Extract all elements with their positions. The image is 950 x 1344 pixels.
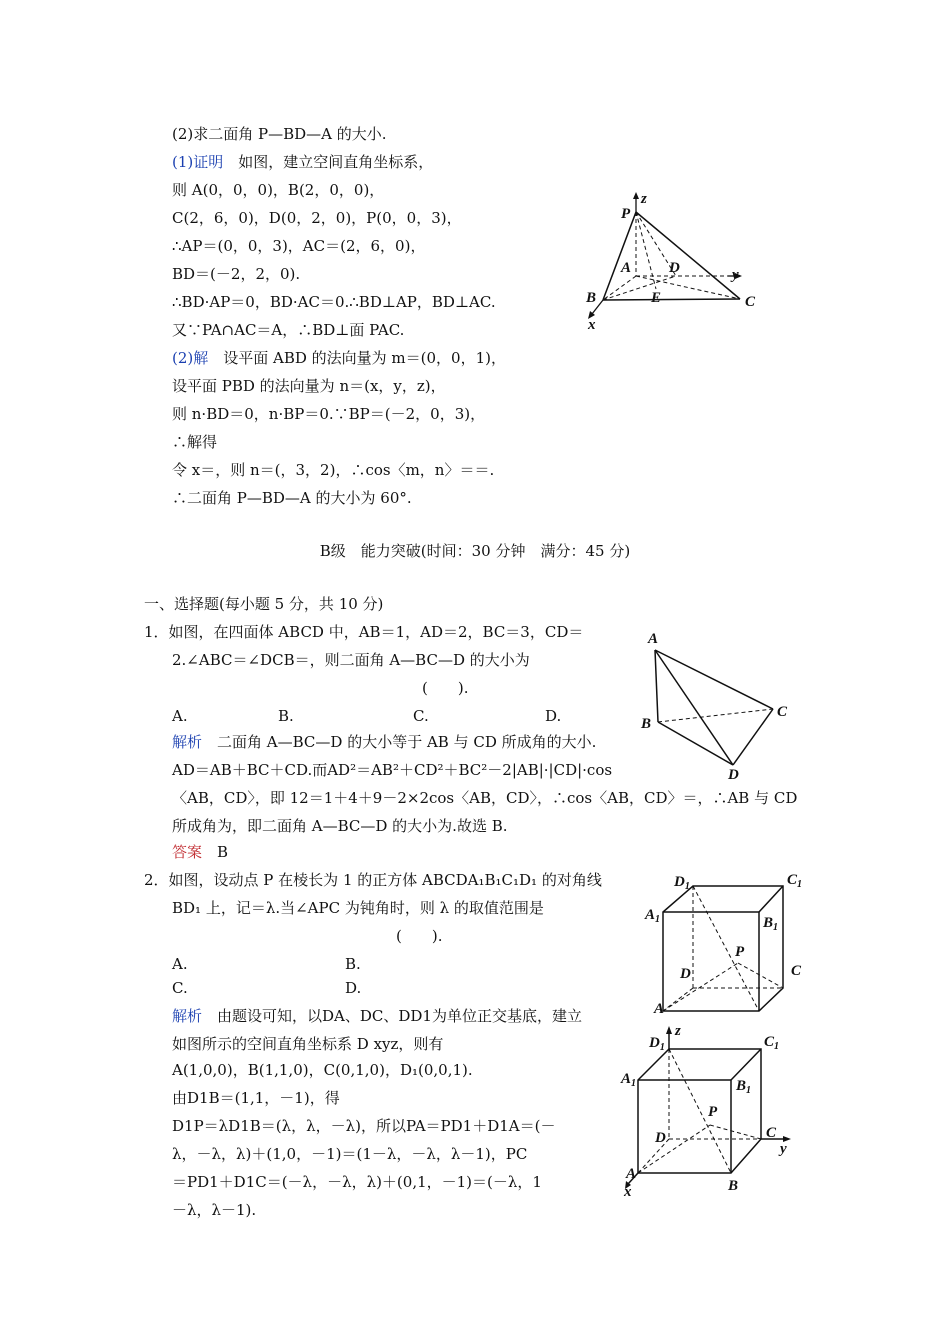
label-A: A bbox=[621, 260, 632, 276]
p1-line10: 设平面 PBD 的法向量为 n＝(x，y，z)， bbox=[172, 377, 446, 395]
label-z: z bbox=[675, 1023, 681, 1039]
label-x: x bbox=[624, 1184, 632, 1200]
p1-line1: (2)求二面角 P—BD—A 的大小. bbox=[172, 125, 387, 143]
p1-line9 bbox=[172, 348, 506, 368]
q1-analysis-line2: AD＝AB＋BC＋CD.而AD²＝AB²＋CD²＋BC²－2|AB|·|CD|·cos bbox=[172, 761, 613, 779]
label-A1: $A_1$ bbox=[621, 1071, 637, 1089]
label-B: B bbox=[641, 716, 652, 732]
label-D1: $D_1$ bbox=[674, 874, 690, 892]
q2-analysis-line4: 由D1B＝(1,1，－1)，得 bbox=[172, 1089, 340, 1107]
p1-line7: ∴BD·AP＝0，BD·AC＝0.∴BD⊥AP，BD⊥AC. bbox=[172, 293, 496, 311]
label-D: D bbox=[655, 1130, 666, 1146]
label-A: A bbox=[654, 1001, 665, 1017]
q2-option-a: A. bbox=[172, 955, 188, 973]
label-C1: $C_1$ bbox=[764, 1034, 780, 1052]
label-D: D bbox=[680, 966, 691, 982]
analysis-tag: 解析 bbox=[172, 733, 203, 751]
q1-option-d: D. bbox=[545, 707, 562, 725]
label-C: C bbox=[777, 704, 788, 720]
label-D1: $D_1$ bbox=[649, 1035, 665, 1053]
q2-line2: BD₁ 上，记＝λ.当∠APC 为钝角时，则 λ 的取值范围是 bbox=[172, 899, 544, 917]
q1-analysis-line1 bbox=[172, 732, 596, 752]
proof-tag: (1)证明 bbox=[172, 153, 224, 171]
label-C: C bbox=[745, 294, 756, 310]
q2-option-b: B. bbox=[345, 955, 361, 973]
q1-answer bbox=[172, 842, 228, 862]
q2-blank: ( ). bbox=[396, 927, 443, 945]
p1-line13: 令 x＝，则 n＝(，3，2)，∴cos〈m，n〉＝＝. bbox=[172, 461, 495, 479]
pyramid-figure bbox=[578, 186, 768, 332]
label-E: E bbox=[651, 290, 662, 306]
q1-analysis-text1: 二面角 A—BC—D 的大小等于 AB 与 CD 所成角的大小. bbox=[202, 733, 597, 751]
label-D: D bbox=[728, 767, 739, 783]
q2-option-c: C. bbox=[172, 979, 188, 997]
cube-axes-figure bbox=[616, 1018, 806, 1200]
q1-line1: 1．如图，在四面体 ABCD 中，AB＝1，AD＝2，BC＝3，CD＝ bbox=[144, 623, 584, 641]
label-B1: $B_1$ bbox=[763, 915, 779, 933]
label-P: P bbox=[708, 1104, 718, 1120]
p1-line8: 又∵PA∩AC＝A，∴BD⊥面 PAC. bbox=[172, 321, 405, 339]
p1-line3: 则 A(0，0，0)，B(2，0，0)， bbox=[172, 181, 385, 199]
q2-analysis-line5: D1P＝λD1B＝(λ，λ，－λ)，所以PA＝PD1＋D1A＝(－ bbox=[172, 1117, 556, 1135]
p1-line2-text: 如图，建立空间直角坐标系， bbox=[223, 153, 434, 171]
p1-line11: 则 n·BD＝0，n·BP＝0.∵BP＝(－2，0，3)， bbox=[172, 405, 486, 423]
q2-analysis-line2: 如图所示的空间直角坐标系 D xyz，则有 bbox=[172, 1035, 444, 1053]
label-C1: $C_1$ bbox=[787, 872, 803, 890]
q1-option-a: A. bbox=[172, 707, 188, 725]
label-C: C bbox=[766, 1125, 777, 1141]
q1-option-c: C. bbox=[413, 707, 429, 725]
q1-analysis-line3: 〈AB，CD〉，即 12＝1＋4＋9－2×2cos〈AB，CD〉，∴cos〈AB，CD〉＝，∴AB 与 CD bbox=[172, 789, 798, 807]
analysis-tag-2: 解析 bbox=[172, 1007, 203, 1025]
label-A: A bbox=[648, 631, 659, 647]
label-B: B bbox=[586, 290, 597, 306]
q1-blank: ( ). bbox=[422, 679, 469, 697]
p1-line4: C(2，6，0)，D(0，2，0)，P(0，0，3)， bbox=[172, 209, 462, 227]
label-B: B bbox=[728, 1178, 739, 1194]
label-x: x bbox=[588, 317, 596, 332]
q2-analysis-text1: 由题设可知，以DA、DC、DD1为单位正交基底，建立 bbox=[202, 1007, 582, 1025]
q1-answer-value: B bbox=[202, 843, 229, 861]
solution-tag: (2)解 bbox=[172, 349, 209, 367]
q2-analysis-line1 bbox=[172, 1006, 582, 1026]
q1-analysis-line4: 所成角为，即二面角 A—BC—D 的大小为.故选 B. bbox=[172, 817, 508, 835]
q2-analysis-line7: ＝PD1＋D1C＝(－λ，－λ，λ)＋(0,1，－1)＝(－λ，1 bbox=[172, 1173, 542, 1191]
q2-line1: 2．如图，设动点 P 在棱长为 1 的正方体 ABCDA₁B₁C₁D₁ 的对角线 bbox=[144, 871, 602, 889]
p1-line2 bbox=[172, 152, 433, 172]
q2-analysis-line3: A(1,0,0)，B(1,1,0)，C(0,1,0)，D₁(0,0,1). bbox=[172, 1061, 473, 1079]
label-P: P bbox=[735, 944, 745, 960]
p1-line6: BD＝(－2，2，0). bbox=[172, 265, 301, 283]
label-P: P bbox=[621, 206, 631, 222]
cube-figure bbox=[640, 862, 820, 1022]
q1-line2: 2.∠ABC＝∠DCB＝，则二面角 A—BC—D 的大小为 bbox=[172, 651, 530, 669]
label-y: y bbox=[732, 267, 739, 283]
label-z: z bbox=[641, 191, 647, 207]
p1-line5: ∴AP＝(0，0，3)，AC＝(2，6，0)， bbox=[172, 237, 426, 255]
section-heading: 一、选择题(每小题 5 分，共 10 分) bbox=[144, 595, 384, 613]
label-D: D bbox=[669, 260, 680, 276]
answer-tag: 答案 bbox=[172, 843, 203, 861]
label-A: A bbox=[626, 1166, 637, 1182]
section-title: B级 能力突破(时间：30 分钟 满分：45 分) bbox=[319, 542, 631, 560]
q2-analysis-line6: λ，－λ，λ)＋(1,0，－1)＝(1－λ，－λ，λ－1)，PC bbox=[172, 1145, 528, 1163]
label-B1: $B_1$ bbox=[736, 1078, 752, 1096]
tetrahedron-figure bbox=[636, 626, 796, 784]
label-A1: $A_1$ bbox=[645, 907, 661, 925]
q2-option-d: D. bbox=[345, 979, 362, 997]
label-C: C bbox=[791, 963, 802, 979]
q1-option-b: B. bbox=[278, 707, 294, 725]
p1-line9-text: 设平面 ABD 的法向量为 m＝(0，0，1)， bbox=[208, 349, 506, 367]
p1-line12: ∴解得 bbox=[172, 433, 218, 451]
p1-line14: ∴二面角 P—BD—A 的大小为 60°. bbox=[172, 489, 412, 507]
q2-analysis-line8: －λ，λ－1). bbox=[172, 1201, 257, 1219]
label-y: y bbox=[780, 1141, 787, 1157]
